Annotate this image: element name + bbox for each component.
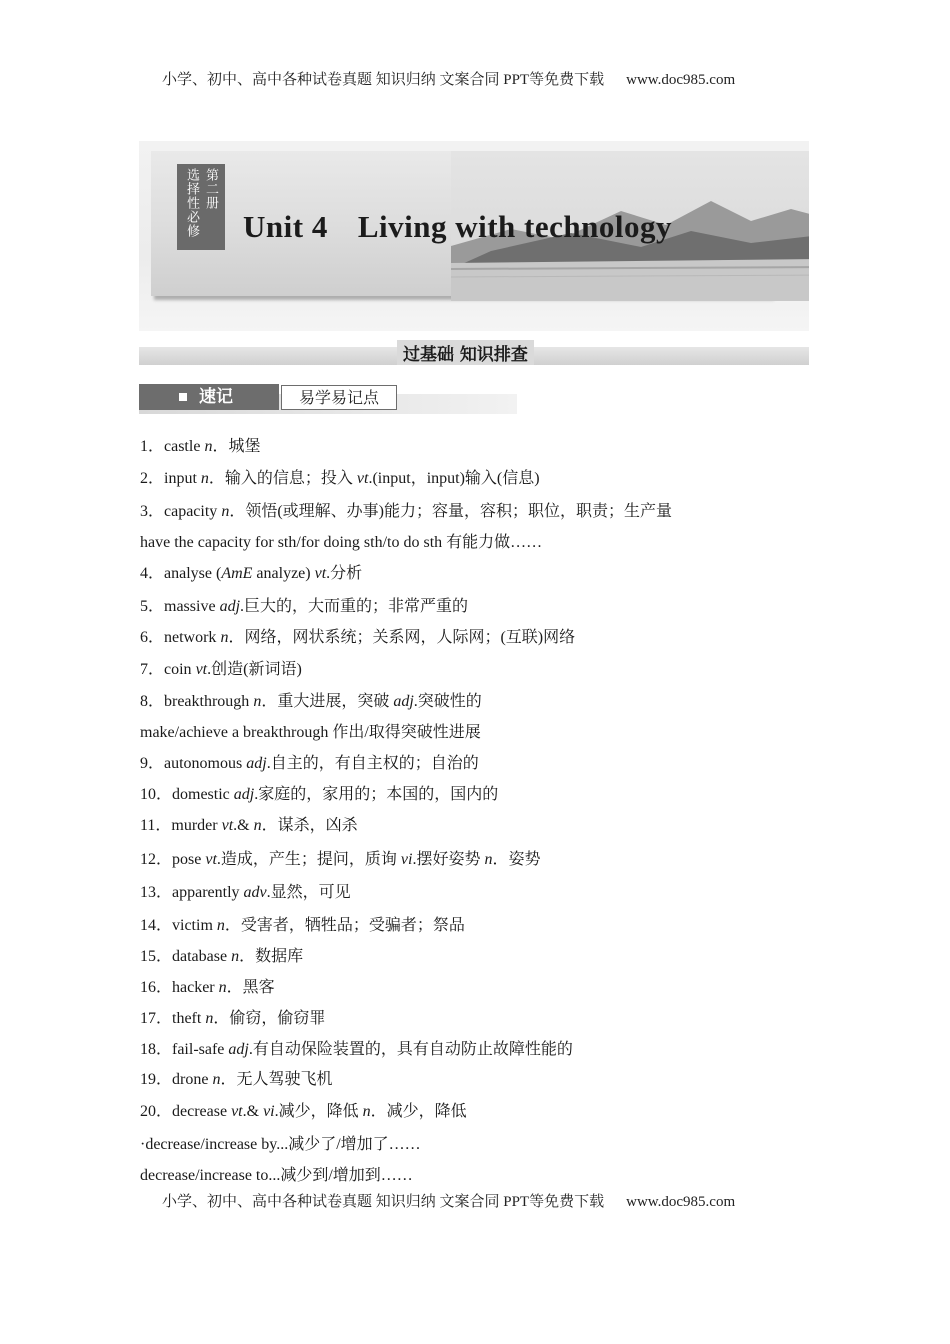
entry-text: .巨大的，大而重的；非常严重的 (240, 598, 469, 615)
entry-text: 9．autonomous (140, 755, 247, 772)
vocab-entry (140, 974, 275, 997)
unit-number: Unit 4 (243, 209, 328, 244)
entry-text: .造成，产生；提问，质询 (216, 851, 401, 868)
part-of-speech: n (231, 948, 240, 965)
entry-text: .突破性的 (413, 693, 482, 710)
vocab-entry (140, 719, 481, 742)
part-of-speech: n (204, 438, 213, 455)
part-of-speech: vi (400, 851, 413, 868)
entry-text: 10．domestic (140, 786, 234, 803)
part-of-speech: vt (205, 851, 217, 868)
part-of-speech: n (253, 817, 262, 834)
entry-text: .(input，input)输入(信息) (368, 470, 540, 487)
footer-text: 小学、初中、高中各种试卷真题 知识归纳 文案合同 PPT等免费下载 (162, 1194, 605, 1210)
vocab-entry (140, 498, 672, 521)
entry-text: 4．analyse ( (140, 565, 222, 582)
entry-text: make/achieve a breakthrough 作出/取得突破性进展 (140, 724, 481, 741)
vocab-entry (140, 465, 540, 488)
vocab-entry (140, 1036, 573, 1059)
part-of-speech: vt (195, 661, 208, 678)
entry-text: 2．input (140, 470, 201, 487)
entry-text: have the capacity for sth/for doing sth/to do sth 有能力做…… (140, 534, 543, 551)
entry-text: 6．network (140, 629, 221, 646)
part-of-speech: n (253, 693, 262, 710)
vocab-entry (140, 912, 465, 935)
part-of-speech: vt (314, 565, 327, 582)
square-bullet-icon (179, 393, 187, 401)
part-of-speech: vi (263, 1103, 275, 1120)
tab-quick-memory-label: 速记 (199, 387, 233, 407)
entry-text: ．谋杀，凶杀 (261, 817, 358, 834)
entry-text: 18．fail-safe (140, 1041, 229, 1058)
header-text: 小学、初中、高中各种试卷真题 知识归纳 文案合同 PPT等免费下载 (162, 72, 605, 88)
vocab-entry (140, 560, 362, 583)
entry-text: 15．database (140, 948, 232, 965)
vocab-entry (140, 1162, 413, 1185)
vocab-entry (140, 750, 479, 773)
unit-name: Living with technology (357, 209, 672, 244)
entry-text: ．重大进展，突破 (261, 693, 394, 710)
entry-text: .创造(新词语) (207, 661, 302, 678)
page-footer (162, 1190, 802, 1211)
page-header (162, 68, 802, 89)
part-of-speech: vt (221, 817, 234, 834)
vocab-entry (140, 593, 468, 616)
vocab-entry (140, 781, 498, 804)
entry-text: .家庭的，家用的；本国的，国内的 (254, 786, 499, 803)
vocab-entry (140, 1098, 467, 1121)
footer-site-link[interactable]: www.doc985.com (626, 1194, 736, 1210)
vocab-entry (140, 656, 302, 679)
volume-tag-line-2: 选择性必修 (184, 168, 199, 238)
entry-text: ．领悟(或理解、办事)能力；容量，容积；职位，职责；生产量 (229, 503, 672, 520)
part-of-speech: n (218, 979, 227, 996)
entry-text: 20．decrease (140, 1103, 232, 1120)
entry-text: .显然，可见 (266, 884, 351, 901)
vocab-entry (140, 879, 351, 902)
entry-text: .& (233, 817, 254, 834)
entry-text: 3．capacity (140, 503, 222, 520)
tab-row (139, 384, 517, 414)
part-of-speech: n (212, 1071, 221, 1088)
entry-text: ．偷窃，偷窃罪 (213, 1010, 326, 1027)
part-of-speech: n (220, 629, 229, 646)
entry-text: 13．apparently (140, 884, 244, 901)
entry-text: ．减少，降低 (370, 1103, 467, 1120)
entry-text: .摆好姿势 (412, 851, 485, 868)
entry-text: decrease/increase to...减少到/增加到…… (140, 1167, 413, 1184)
entry-text: .分析 (326, 565, 363, 582)
entry-text: 7．coin (140, 661, 196, 678)
banner-card (151, 151, 771, 296)
unit-title (243, 209, 672, 245)
part-of-speech: adj (393, 693, 414, 710)
unit-banner (139, 141, 809, 331)
vocab-entry (140, 943, 303, 966)
part-of-speech: adv (243, 884, 267, 901)
entry-text: ．受害者，牺牲品；受骗者；祭品 (224, 917, 465, 934)
entry-text: .自主的，有自主权的；自治的 (266, 755, 479, 772)
entry-text: ·decrease/increase by...减少了/增加了…… (140, 1136, 421, 1153)
entry-text: 16．hacker (140, 979, 219, 996)
vocab-entry (140, 1066, 332, 1089)
part-of-speech: n (362, 1103, 371, 1120)
entry-text: ．城堡 (212, 438, 261, 455)
part-of-speech: adj (228, 1041, 249, 1058)
tab-quick-memory[interactable] (139, 384, 279, 410)
entry-text: 1．castle (140, 438, 205, 455)
entry-text: 11．murder (140, 817, 222, 834)
entry-text: ．黑客 (226, 979, 275, 996)
entry-text: ．数据库 (239, 948, 304, 965)
entry-text: ．无人驾驶飞机 (220, 1071, 333, 1088)
part-of-speech: n (205, 1010, 214, 1027)
entry-text: .& (242, 1103, 264, 1120)
entry-text: .减少，降低 (274, 1103, 363, 1120)
volume-tag (177, 164, 225, 250)
part-of-speech: vt (231, 1103, 243, 1120)
part-of-speech: adj (219, 598, 241, 615)
part-of-speech: adj (233, 786, 255, 803)
part-of-speech: n (484, 851, 493, 868)
part-of-speech: n (221, 503, 230, 520)
vocab-entry (140, 1131, 421, 1154)
header-site-link[interactable]: www.doc985.com (626, 72, 736, 88)
entry-text: 19．drone (140, 1071, 213, 1088)
entry-text: 12．pose (140, 851, 206, 868)
entry-text: 17．theft (140, 1010, 206, 1027)
entry-text: ．网络，网状系统；关系网，人际网；(互联)网络 (228, 629, 576, 646)
tab-easy-points[interactable]: 易学易记点 (281, 385, 397, 410)
part-of-speech: n (200, 470, 209, 487)
vocab-entry (140, 529, 542, 552)
part-of-speech: n (216, 917, 225, 934)
vocab-entry (140, 812, 358, 835)
entry-text: 8．breakthrough (140, 693, 254, 710)
entry-text: 14．victim (140, 917, 217, 934)
entry-text: 5．massive (140, 598, 220, 615)
vocab-entry (140, 433, 260, 456)
entry-text: analyze) (252, 565, 315, 582)
part-of-speech: AmE (221, 565, 253, 582)
section-title: 过基础 知识排查 (397, 340, 534, 365)
part-of-speech: adj (246, 755, 267, 772)
vocab-entry (140, 846, 540, 869)
part-of-speech: vt (356, 470, 369, 487)
section-bar (139, 347, 809, 365)
entry-text: ．输入的信息；投入 (208, 470, 357, 487)
entry-text: ．姿势 (492, 851, 541, 868)
vocab-entry (140, 1005, 325, 1028)
entry-text: .有自动保险装置的，具有自动防止故障性能的 (248, 1041, 573, 1058)
vocab-entry (140, 688, 482, 711)
vocab-entry (140, 624, 575, 647)
volume-tag-line-1: 第二册 (203, 168, 218, 210)
